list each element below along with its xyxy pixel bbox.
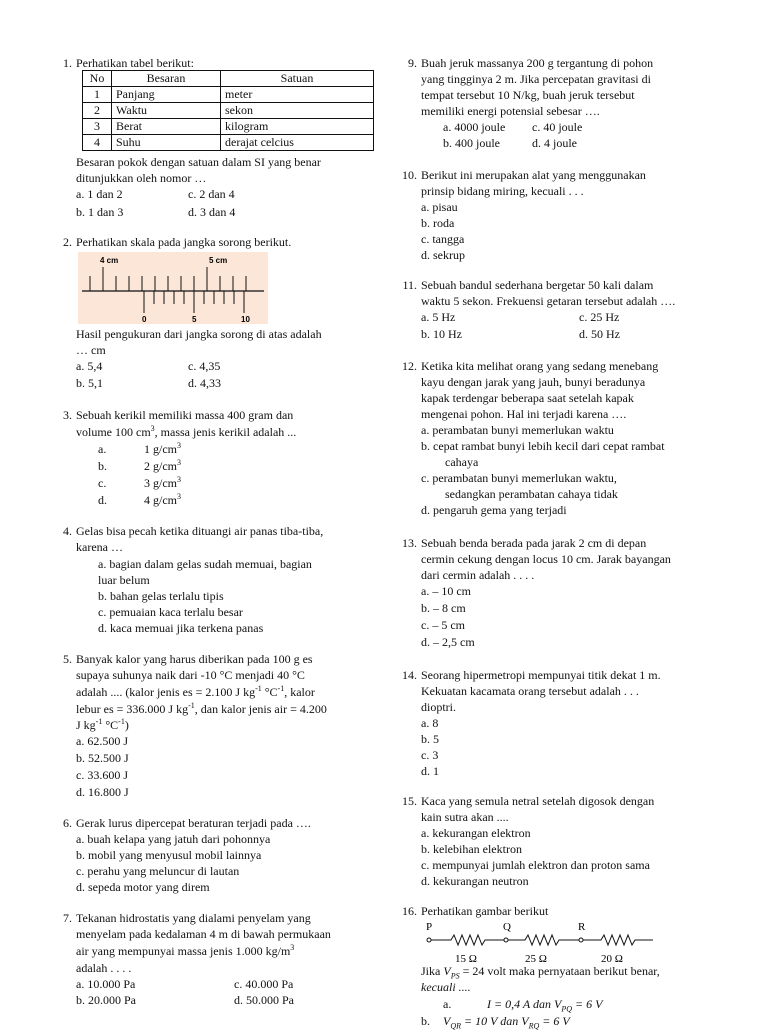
question-text: Gelas bisa pecah ketika dituangi air panas tiba-tiba, [76, 524, 324, 538]
option-c[interactable]: c. 2 dan 4 [188, 187, 235, 201]
option-c[interactable]: c. 40 joule [532, 120, 583, 134]
option-a[interactable]: a. 62.500 J [76, 734, 128, 748]
option-b-value: 2 $g/cm^3$ [144, 458, 181, 473]
node-p [427, 938, 431, 942]
option-b[interactable]: b. 5 [421, 732, 439, 746]
option-d[interactable]: d. kekurangan neutron [421, 874, 529, 888]
question-text: Ketika kita melihat orang yang sedang menebang [421, 359, 659, 373]
question-text: memiliki energi potensial sebesar …. [421, 104, 600, 118]
option-a[interactable]: a. kekurangan elektron [421, 826, 531, 840]
option-c-continued: sedangkan perambatan cahaya tidak [445, 487, 618, 501]
table-row [83, 103, 374, 119]
option-c[interactable]: c. 3 [421, 748, 439, 762]
table-header-row [83, 71, 374, 87]
question-text: Berikut ini merupakan alat yang menggunakan [421, 168, 646, 182]
question-number: 7. [63, 911, 72, 925]
question-text: waktu 5 sekon. Frekuensi getaran tersebut adalah …. [421, 294, 676, 308]
question-text: air yang mempunyai massa jenis 1.000 $kg/m^3$ [76, 943, 295, 958]
question-number: 2. [63, 235, 72, 249]
option-b[interactable]: b. mobil yang menyusul mobil lainnya [76, 848, 262, 862]
resistor-1-value: 15 Ω [455, 953, 477, 965]
table-row [83, 119, 374, 135]
table-cell: 1 [83, 87, 112, 103]
question-text: dari cermin adalah . . . . [421, 568, 535, 582]
vernier-label: 10 [241, 315, 250, 324]
question-text: Kaca yang semula netral setelah digosok dengan [421, 794, 655, 808]
option-b[interactable]: b. 1 dan 3 [76, 205, 124, 219]
question-number: 10. [402, 168, 417, 182]
option-b[interactable]: b. – 8 cm [421, 601, 466, 615]
question-number: 14. [402, 668, 417, 682]
table-header: No [83, 71, 112, 87]
option-b[interactable]: b. cepat rambat bunyi lebih kecil dari cepat rambat [421, 439, 665, 453]
node-label-q: Q [503, 921, 511, 933]
question-text: Tekanan hidrostatis yang dialami penyelam yang [76, 911, 311, 925]
option-c[interactable]: c. 33.600 J [76, 768, 128, 782]
option-b[interactable]: b. 10 Hz [421, 327, 462, 341]
question-text: Hasil pengukuran dari jangka sorong di atas adalah [76, 327, 322, 341]
question-16 [397, 903, 737, 1030]
table-header: Satuan [221, 71, 374, 87]
question-text: prinsip bidang miring, kecuali . . . [421, 184, 584, 198]
question-text: menyelam pada kedalaman 4 m di bawah permukaan [76, 927, 331, 941]
resistor-3 [583, 935, 653, 945]
option-c[interactable]: c. [98, 476, 107, 490]
table-cell: Suhu [112, 135, 221, 151]
option-a[interactable]: a. bagian dalam gelas sudah memuai, bagian [98, 557, 312, 571]
resistor-1 [431, 935, 504, 945]
question-text: karena … [76, 540, 123, 554]
option-c[interactable]: c. pemuaian kaca terlalu besar [98, 605, 243, 619]
option-a[interactable]: a. perambatan bunyi memerlukan waktu [421, 423, 614, 437]
question-number: 1. [63, 56, 72, 70]
question-text: kecuali .... [421, 980, 471, 994]
main-scale-label: 5 cm [209, 256, 228, 265]
question-text: Sebuah bandul sederhana bergetar 50 kali dalam [421, 278, 654, 292]
node-r [579, 938, 583, 942]
option-a[interactable]: a. pisau [421, 200, 458, 214]
question-text: … cm [76, 343, 106, 357]
vernier-scale-diagram [78, 252, 268, 324]
option-a[interactable]: a. [443, 997, 452, 1011]
vernier-label: 5 [192, 315, 197, 324]
option-b[interactable]: b. bahan gelas terlalu tipis [98, 589, 224, 603]
question-number: 11. [402, 278, 417, 292]
option-d[interactable]: d. 16.800 J [76, 785, 129, 799]
option-d[interactable]: d. 50.000 Pa [234, 993, 294, 1007]
table-cell: meter [221, 87, 374, 103]
question-text: tempat tersebut 10 N/kg, buah jeruk tersebut [421, 88, 635, 102]
option-a[interactable]: a. 8 [421, 716, 439, 730]
table-cell: 2 [83, 103, 112, 119]
question-number: 3. [63, 408, 72, 422]
question-number: 15. [402, 794, 417, 808]
table-cell: sekon [221, 103, 374, 119]
question-number: 5. [63, 652, 72, 666]
option-d[interactable]: d. 4,33 [188, 376, 221, 390]
question-text: mengenai pohon. Hal ini terjadi karena …. [421, 407, 627, 421]
option-c[interactable]: c. tangga [421, 232, 465, 246]
option-a-value: 1 $g/cm^3$ [144, 441, 181, 456]
question-text: Banyak kalor yang harus diberikan pada 100 g es [76, 652, 313, 666]
question-text: kapak terdengar beberapa saat setelah kapak [421, 391, 634, 405]
node-label-r: R [578, 921, 586, 933]
question-text: Jika $V_{PS} = 24$ volt maka pernyataan berikut benar, [421, 964, 660, 981]
table-cell: kilogram [221, 119, 374, 135]
question-number: 16. [402, 904, 417, 918]
option-a-continued: luar belum [98, 573, 150, 587]
option-a[interactable]: a. 10.000 Pa [76, 977, 136, 991]
option-a[interactable]: a. 4000 joule [443, 120, 506, 134]
node-q [504, 938, 508, 942]
resistor-2 [508, 935, 579, 945]
option-c[interactable]: c. – 5 cm [421, 618, 465, 632]
option-b[interactable]: b. 400 joule [443, 136, 500, 150]
main-scale-label: 4 cm [100, 256, 119, 265]
question-number: 6. [63, 816, 72, 830]
option-c[interactable]: c. 25 Hz [579, 310, 620, 324]
option-b[interactable]: b. 5,1 [76, 376, 103, 390]
option-c[interactable]: c. 4,35 [188, 359, 221, 373]
vernier-label: 0 [142, 315, 147, 324]
resistor-circuit-diagram [421, 918, 661, 968]
question-text: kain sutra akan .... [421, 810, 509, 824]
table-cell: 3 [83, 119, 112, 135]
question-intro: Perhatikan tabel berikut: [76, 56, 194, 70]
question-number: 13. [402, 536, 417, 550]
question-text: volume 100 $cm^3$, massa jenis kerikil adalah ... [76, 424, 297, 439]
option-c[interactable]: c. perambatan bunyi memerlukan waktu, [421, 471, 617, 485]
question-text: kayu dengan jarak yang jauh, bunyi beradunya [421, 375, 646, 389]
node-label-p: P [426, 921, 433, 933]
option-d[interactable]: d. [98, 493, 107, 507]
option-d[interactable]: d. 50 Hz [579, 327, 620, 341]
question-text: Sebuah kerikil memiliki massa 400 gram dan [76, 408, 294, 422]
option-b[interactable]: b. roda [421, 216, 455, 230]
option-c[interactable]: c. perahu yang meluncur di lautan [76, 864, 240, 878]
resistor-3-value: 20 Ω [601, 953, 623, 965]
question-text: adalah .... (kalor jenis es = 2.100 J $kg^{-1}$ $^\circ C^{-1}$, kalor [76, 684, 315, 699]
question-text: adalah . . . . [76, 961, 132, 975]
question-text: lebur es = 336.000 J $kg^{-1}$, dan kalor jenis air = 4.200 [76, 701, 327, 716]
option-d[interactable]: d. – 2,5 cm [421, 635, 475, 649]
question-number: 9. [408, 56, 417, 70]
option-b[interactable]: b. 20.000 Pa [76, 993, 136, 1007]
question-text: cermin cekung dengan locus 10 cm. Jarak bayangan [421, 552, 671, 566]
table-cell: 4 [83, 135, 112, 151]
question-text: ditunjukkan oleh nomor … [76, 171, 207, 185]
option-c[interactable]: c. mempunyai jumlah elektron dan proton sama [421, 858, 650, 872]
option-b[interactable]: b. [421, 1014, 430, 1028]
option-d-value: 4 $g/cm^3$ [144, 492, 181, 507]
option-d[interactable]: d. sepeda motor yang direm [76, 880, 210, 894]
question-text: Besaran pokok dengan satuan dalam SI yang benar [76, 155, 321, 169]
question-text: Kekuatan kacamata orang tersebut adalah . . . [421, 684, 639, 698]
question-text: yang tingginya 2 m. Jika percepatan gravitasi di [421, 72, 651, 86]
option-a-value: I = 0,4 A dan $V_{PQ} = 6$ V [487, 997, 603, 1014]
option-c-value: 3 $g/cm^3$ [144, 475, 181, 490]
question-text: Buah jeruk massanya 200 g tergantung di pohon [421, 56, 654, 70]
option-a[interactable]: a. [98, 442, 107, 456]
question-text: supaya suhunya naik dari -10 °C menjadi 40 °C [76, 668, 305, 682]
question-text: J $kg^{-1}$ $^\circ C^{-1}$) [76, 717, 129, 732]
question-number: 4. [63, 524, 72, 538]
question-text: Sebuah benda berada pada jarak 2 cm di depan [421, 536, 647, 550]
option-d[interactable]: d. kaca memuai jika terkena panas [98, 621, 264, 635]
option-a[interactable]: a. 5,4 [76, 359, 103, 373]
option-a[interactable]: a. buah kelapa yang jatuh dari pohonnya [76, 832, 271, 846]
option-b-value: $V_{QR} = 10$ V dan $V_{RQ} = 6$ V [443, 1014, 570, 1030]
option-b[interactable]: b. [98, 459, 107, 473]
question-number: 12. [402, 359, 417, 373]
option-b-continued: cahaya [445, 455, 479, 469]
option-a[interactable]: a. 5 Hz [421, 310, 456, 324]
resistor-2-value: 25 Ω [525, 953, 547, 965]
option-b[interactable]: b. 52.500 J [76, 751, 129, 765]
table-cell: Panjang [112, 87, 221, 103]
table-cell: Waktu [112, 103, 221, 119]
vernier-scale-ticks [144, 291, 244, 313]
question-intro: Perhatikan skala pada jangka sorong berikut. [76, 235, 292, 249]
question-text: Gerak lurus dipercepat beraturan terjadi pada …. [76, 816, 311, 830]
option-b[interactable]: b. kelebihan elektron [421, 842, 522, 856]
option-d[interactable]: d. 3 dan 4 [188, 205, 236, 219]
main-scale-ticks [90, 267, 246, 291]
table-header: Besaran [112, 71, 221, 87]
table-cell: Berat [112, 119, 221, 135]
table-row [83, 135, 374, 151]
option-a[interactable]: a. – 10 cm [421, 584, 471, 598]
question-intro: Perhatikan gambar berikut [421, 904, 549, 918]
option-a[interactable]: a. 1 dan 2 [76, 187, 123, 201]
table-cell: derajat celcius [221, 135, 374, 151]
question-text: Seorang hipermetropi mempunyai titik dekat 1 m. [421, 668, 661, 682]
quantity-table [82, 70, 374, 151]
option-d[interactable]: d. sekrup [421, 248, 465, 262]
option-d[interactable]: d. pengaruh gema yang terjadi [421, 503, 567, 517]
table-row [83, 87, 374, 103]
option-d[interactable]: d. 1 [421, 764, 439, 778]
vernier-caliper-figure [78, 252, 268, 324]
option-c[interactable]: c. 40.000 Pa [234, 977, 294, 991]
question-text: dioptri. [421, 700, 456, 714]
option-d[interactable]: d. 4 joule [532, 136, 577, 150]
